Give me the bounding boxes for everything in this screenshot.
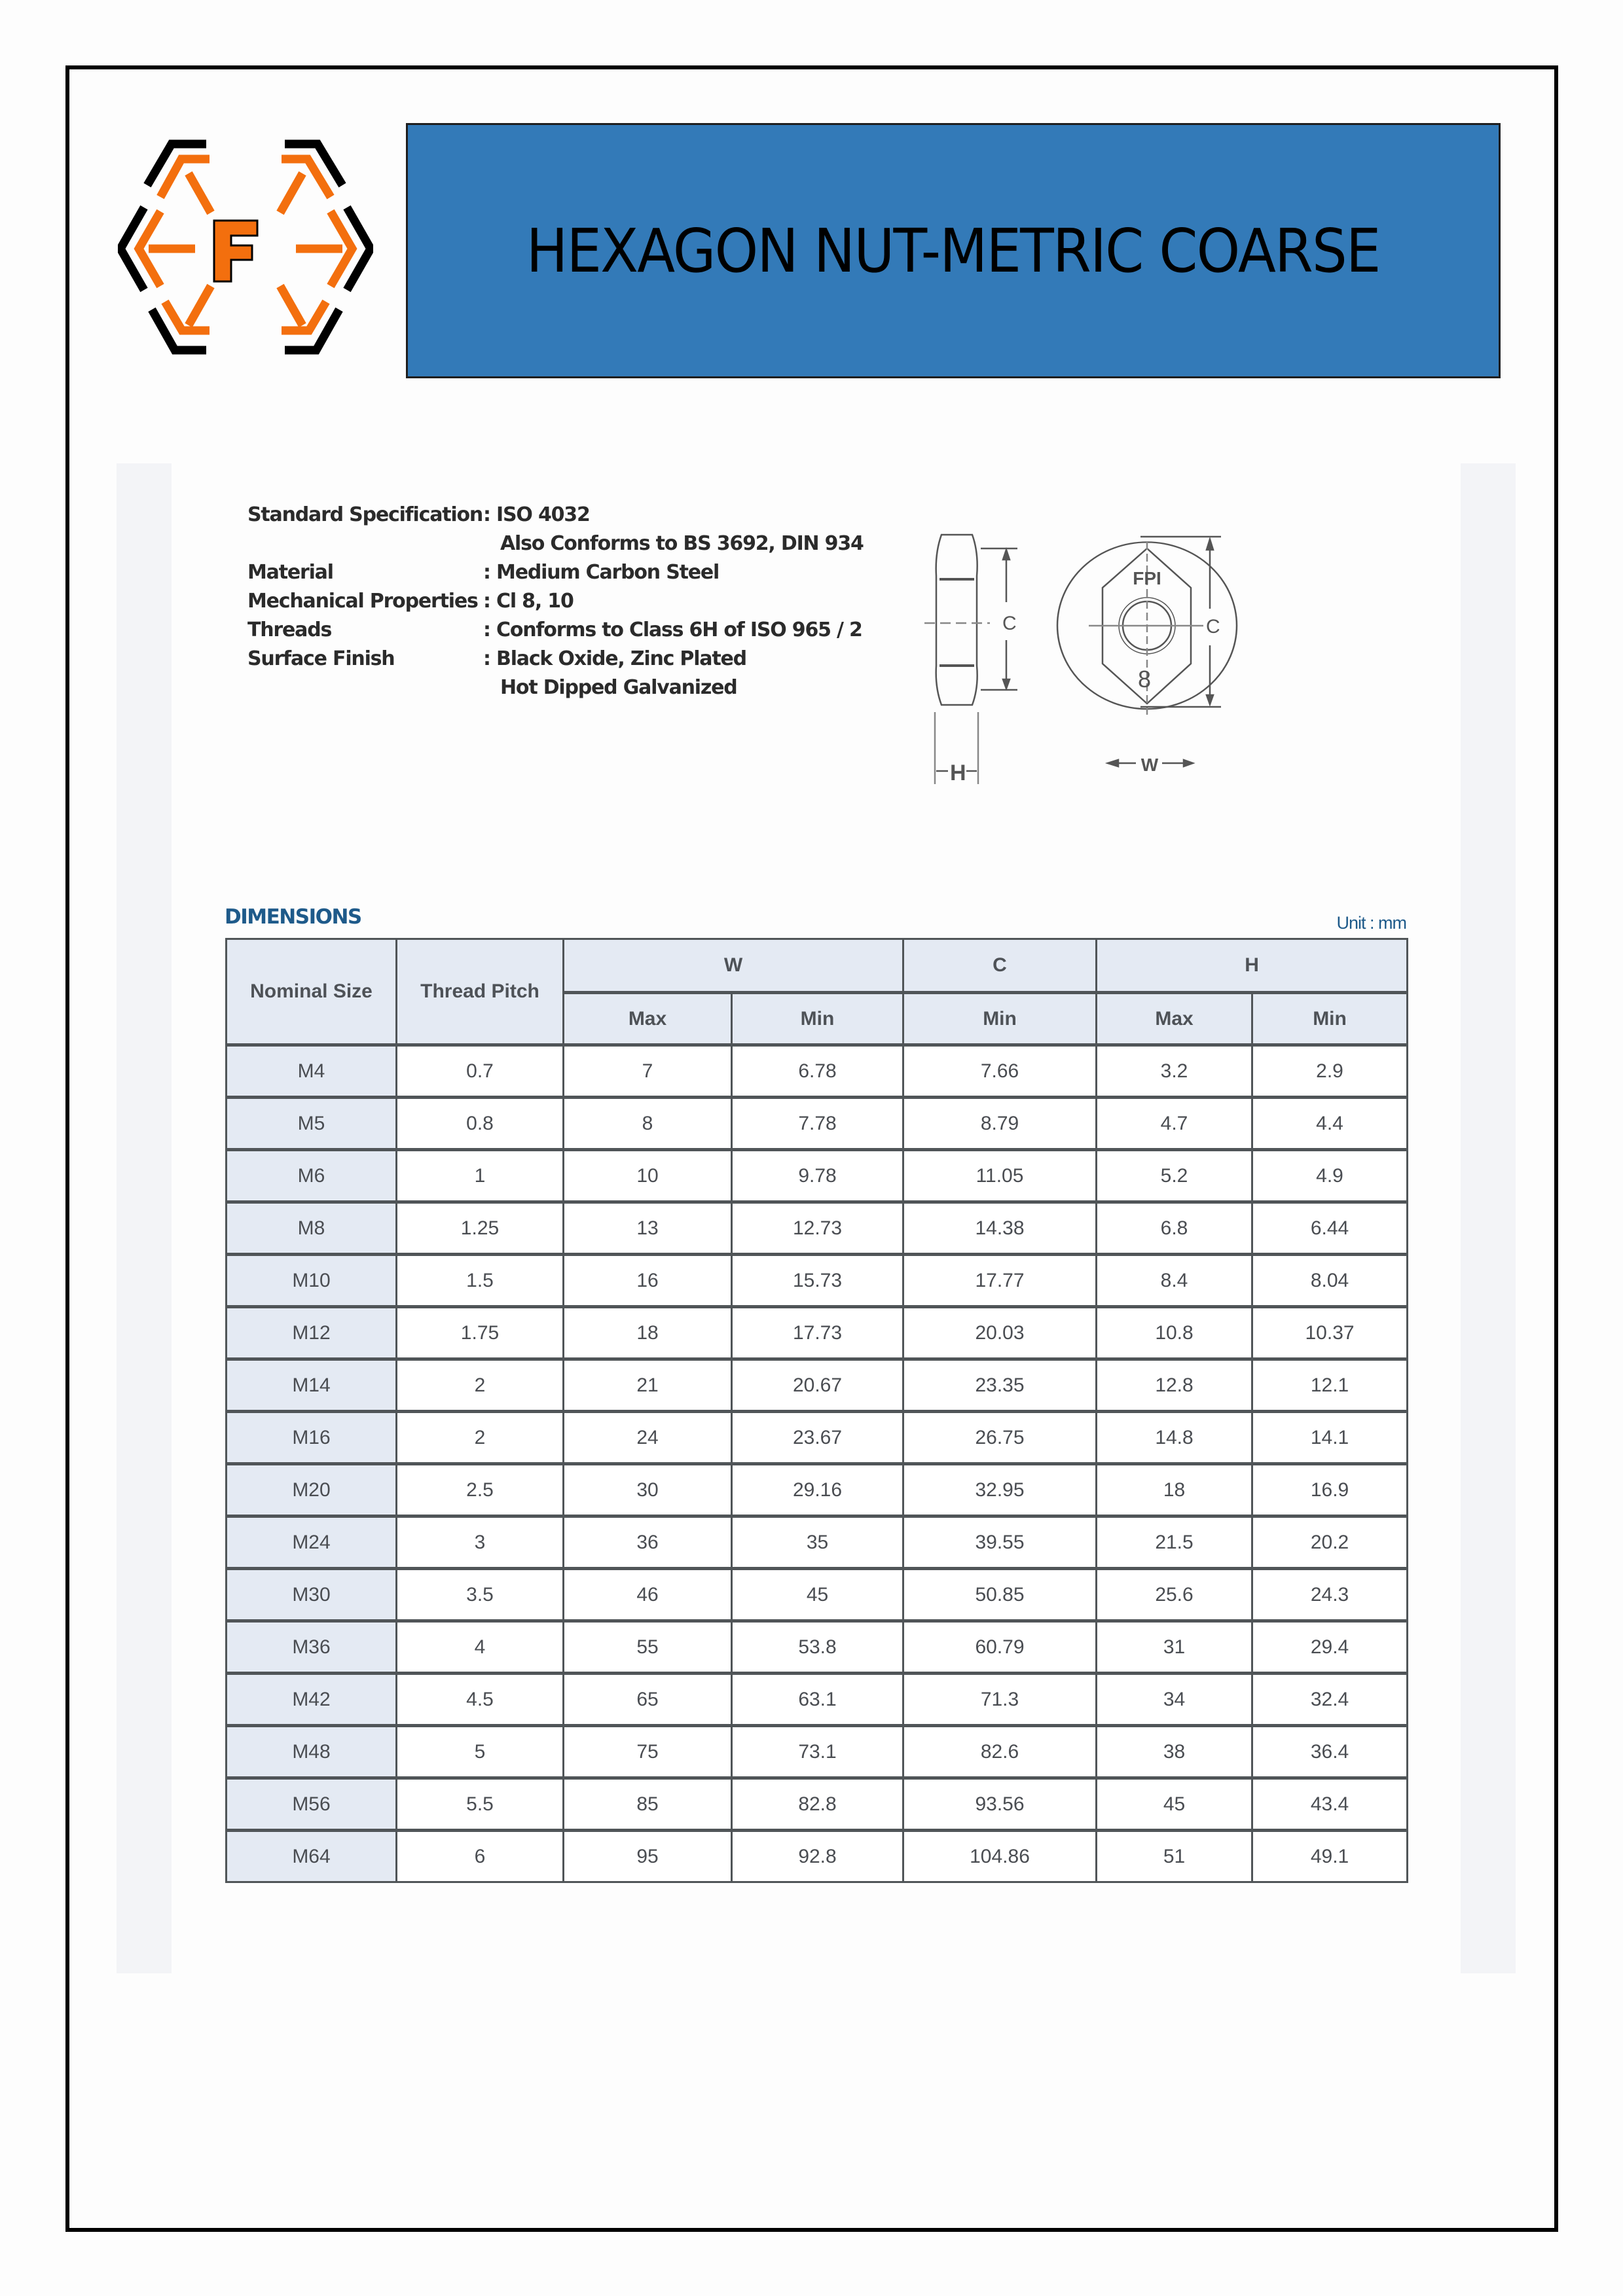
table-row xyxy=(227,1307,1408,1359)
cell-w-min: 29.16 xyxy=(732,1464,903,1516)
table-row xyxy=(227,1831,1408,1882)
cell-w-min: 23.67 xyxy=(732,1412,903,1464)
top-view-marking-bottom: 8 xyxy=(1137,666,1152,692)
cell-c-min: 82.6 xyxy=(903,1726,1097,1778)
table-row xyxy=(227,1516,1408,1569)
spec-label: Material xyxy=(247,561,333,584)
cell-nominal-size: M12 xyxy=(227,1307,397,1359)
cell-nominal-size: M36 xyxy=(227,1621,397,1674)
side-view-drawing xyxy=(924,535,1017,784)
cell-c-min: 23.35 xyxy=(903,1359,1097,1412)
table-row xyxy=(227,1726,1408,1778)
spec-value: : Medium Carbon Steel xyxy=(483,561,720,584)
cell-w-min: 12.73 xyxy=(732,1202,903,1255)
cell-h-min: 43.4 xyxy=(1252,1778,1408,1831)
cell-nominal-size: M20 xyxy=(227,1464,397,1516)
spec-label: Mechanical Properties xyxy=(247,590,478,613)
table-row xyxy=(227,1150,1408,1202)
cell-w-min: 53.8 xyxy=(732,1621,903,1674)
cell-h-max: 6.8 xyxy=(1097,1202,1252,1255)
title-banner xyxy=(406,123,1501,378)
cell-w-min: 63.1 xyxy=(732,1674,903,1726)
table-row xyxy=(227,1045,1408,1098)
cell-w-max: 46 xyxy=(564,1569,732,1621)
cell-c-min: 104.86 xyxy=(903,1831,1097,1882)
cell-w-max: 16 xyxy=(564,1255,732,1307)
top-view-w-label: W xyxy=(1140,755,1159,775)
cell-thread-pitch: 1 xyxy=(397,1150,564,1202)
table-row xyxy=(227,1621,1408,1674)
cell-w-min: 92.8 xyxy=(732,1831,903,1882)
cell-h-min: 4.4 xyxy=(1252,1098,1408,1150)
top-view-c-label: C xyxy=(1206,616,1220,637)
cell-nominal-size: M16 xyxy=(227,1412,397,1464)
cell-thread-pitch: 4 xyxy=(397,1621,564,1674)
header-nominal-size: Nominal Size xyxy=(227,939,397,1045)
cell-h-min: 16.9 xyxy=(1252,1464,1408,1516)
cell-c-min: 20.03 xyxy=(903,1307,1097,1359)
cell-c-min: 17.77 xyxy=(903,1255,1097,1307)
cell-thread-pitch: 4.5 xyxy=(397,1674,564,1726)
cell-w-max: 13 xyxy=(564,1202,732,1255)
cell-h-max: 34 xyxy=(1097,1674,1252,1726)
spec-row-standard xyxy=(247,501,864,529)
cell-h-min: 8.04 xyxy=(1252,1255,1408,1307)
header-h-min: Min xyxy=(1252,993,1408,1045)
cell-h-max: 51 xyxy=(1097,1831,1252,1882)
cell-thread-pitch: 1.75 xyxy=(397,1307,564,1359)
cell-nominal-size: M8 xyxy=(227,1202,397,1255)
side-strip-right xyxy=(1461,463,1516,1973)
cell-w-min: 35 xyxy=(732,1516,903,1569)
cell-w-min: 20.67 xyxy=(732,1359,903,1412)
cell-h-max: 4.7 xyxy=(1097,1098,1252,1150)
cell-w-min: 15.73 xyxy=(732,1255,903,1307)
cell-h-min: 20.2 xyxy=(1252,1516,1408,1569)
cell-nominal-size: M56 xyxy=(227,1778,397,1831)
table-row xyxy=(227,1674,1408,1726)
unit-label: Unit : mm xyxy=(1336,913,1406,933)
cell-c-min: 93.56 xyxy=(903,1778,1097,1831)
cell-thread-pitch: 2 xyxy=(397,1412,564,1464)
table-row xyxy=(227,1202,1408,1255)
cell-nominal-size: M64 xyxy=(227,1831,397,1882)
cell-h-min: 2.9 xyxy=(1252,1045,1408,1098)
nut-technical-drawing xyxy=(903,511,1427,798)
cell-nominal-size: M6 xyxy=(227,1150,397,1202)
header-w-min: Min xyxy=(732,993,903,1045)
table-row xyxy=(227,1098,1408,1150)
cell-w-min: 9.78 xyxy=(732,1150,903,1202)
cell-nominal-size: M14 xyxy=(227,1359,397,1412)
cell-c-min: 32.95 xyxy=(903,1464,1097,1516)
header-w-max: Max xyxy=(564,993,732,1045)
table-row xyxy=(227,1359,1408,1412)
cell-w-max: 65 xyxy=(564,1674,732,1726)
side-view-c-label: C xyxy=(1002,613,1017,634)
cell-c-min: 11.05 xyxy=(903,1150,1097,1202)
cell-h-min: 29.4 xyxy=(1252,1621,1408,1674)
cell-h-max: 10.8 xyxy=(1097,1307,1252,1359)
cell-thread-pitch: 2.5 xyxy=(397,1464,564,1516)
cell-w-min: 6.78 xyxy=(732,1045,903,1098)
cell-w-max: 55 xyxy=(564,1621,732,1674)
cell-thread-pitch: 5.5 xyxy=(397,1778,564,1831)
header-h: H xyxy=(1097,939,1408,993)
spec-value: : Conforms to Class 6H of ISO 965 / 2 xyxy=(483,619,862,641)
header-thread-pitch: Thread Pitch xyxy=(397,939,564,1045)
cell-h-max: 18 xyxy=(1097,1464,1252,1516)
cell-c-min: 50.85 xyxy=(903,1569,1097,1621)
table-header-row xyxy=(227,939,1408,993)
cell-h-max: 31 xyxy=(1097,1621,1252,1674)
cell-nominal-size: M42 xyxy=(227,1674,397,1726)
table-row xyxy=(227,1255,1408,1307)
cell-c-min: 8.79 xyxy=(903,1098,1097,1150)
company-logo xyxy=(118,134,373,360)
cell-nominal-size: M30 xyxy=(227,1569,397,1621)
spec-continuation: Hot Dipped Galvanized xyxy=(500,676,737,699)
header-c: C xyxy=(903,939,1097,993)
cell-h-min: 32.4 xyxy=(1252,1674,1408,1726)
cell-w-max: 30 xyxy=(564,1464,732,1516)
cell-thread-pitch: 5 xyxy=(397,1726,564,1778)
top-view-marking-top: FPI xyxy=(1133,568,1161,588)
cell-w-min: 17.73 xyxy=(732,1307,903,1359)
cell-w-min: 7.78 xyxy=(732,1098,903,1150)
cell-thread-pitch: 3.5 xyxy=(397,1569,564,1621)
cell-h-min: 14.1 xyxy=(1252,1412,1408,1464)
cell-nominal-size: M24 xyxy=(227,1516,397,1569)
specifications-block xyxy=(247,501,864,702)
spec-value: : ISO 4032 xyxy=(483,503,590,526)
cell-thread-pitch: 3 xyxy=(397,1516,564,1569)
spec-row-mechanical xyxy=(247,587,864,616)
cell-w-max: 21 xyxy=(564,1359,732,1412)
cell-w-min: 73.1 xyxy=(732,1726,903,1778)
table-body xyxy=(227,1045,1408,1882)
cell-nominal-size: M4 xyxy=(227,1045,397,1098)
cell-h-min: 12.1 xyxy=(1252,1359,1408,1412)
cell-w-max: 8 xyxy=(564,1098,732,1150)
table-row xyxy=(227,1569,1408,1621)
cell-w-max: 10 xyxy=(564,1150,732,1202)
cell-h-max: 5.2 xyxy=(1097,1150,1252,1202)
cell-w-min: 45 xyxy=(732,1569,903,1621)
cell-w-max: 24 xyxy=(564,1412,732,1464)
logo-letter-icon xyxy=(214,221,257,281)
page-title: HEXAGON NUT-METRIC COARSE xyxy=(526,215,1380,286)
table-row xyxy=(227,1464,1408,1516)
side-strip-left xyxy=(117,463,172,1973)
spec-row-surface xyxy=(247,645,864,673)
cell-c-min: 14.38 xyxy=(903,1202,1097,1255)
spec-value: : Black Oxide, Zinc Plated xyxy=(483,647,746,670)
cell-h-max: 8.4 xyxy=(1097,1255,1252,1307)
cell-h-min: 10.37 xyxy=(1252,1307,1408,1359)
cell-c-min: 71.3 xyxy=(903,1674,1097,1726)
cell-h-max: 25.6 xyxy=(1097,1569,1252,1621)
cell-h-min: 4.9 xyxy=(1252,1150,1408,1202)
cell-thread-pitch: 2 xyxy=(397,1359,564,1412)
cell-h-min: 49.1 xyxy=(1252,1831,1408,1882)
cell-h-min: 24.3 xyxy=(1252,1569,1408,1621)
cell-h-max: 3.2 xyxy=(1097,1045,1252,1098)
cell-nominal-size: M10 xyxy=(227,1255,397,1307)
cell-h-max: 38 xyxy=(1097,1726,1252,1778)
spec-continuation: Also Conforms to BS 3692, DIN 934 xyxy=(500,532,864,555)
cell-thread-pitch: 1.25 xyxy=(397,1202,564,1255)
cell-c-min: 26.75 xyxy=(903,1412,1097,1464)
cell-thread-pitch: 0.7 xyxy=(397,1045,564,1098)
cell-w-max: 85 xyxy=(564,1778,732,1831)
spec-row-material xyxy=(247,558,864,587)
dimensions-title: DIMENSIONS xyxy=(225,905,361,929)
cell-thread-pitch: 6 xyxy=(397,1831,564,1882)
cell-w-min: 82.8 xyxy=(732,1778,903,1831)
header-w: W xyxy=(564,939,903,993)
cell-nominal-size: M48 xyxy=(227,1726,397,1778)
header-h-max: Max xyxy=(1097,993,1252,1045)
cell-c-min: 7.66 xyxy=(903,1045,1097,1098)
cell-nominal-size: M5 xyxy=(227,1098,397,1150)
spec-row-threads xyxy=(247,616,864,645)
table-row xyxy=(227,1778,1408,1831)
cell-w-max: 7 xyxy=(564,1045,732,1098)
cell-h-max: 14.8 xyxy=(1097,1412,1252,1464)
cell-w-max: 75 xyxy=(564,1726,732,1778)
cell-w-max: 36 xyxy=(564,1516,732,1569)
dimensions-table xyxy=(225,938,1408,1883)
table-row xyxy=(227,1412,1408,1464)
spec-label: Standard Specification xyxy=(247,503,483,526)
cell-c-min: 39.55 xyxy=(903,1516,1097,1569)
header-c-min: Min xyxy=(903,993,1097,1045)
side-view-h-label: H xyxy=(950,761,966,785)
cell-h-min: 6.44 xyxy=(1252,1202,1408,1255)
spec-label: Surface Finish xyxy=(247,647,395,670)
cell-thread-pitch: 0.8 xyxy=(397,1098,564,1150)
cell-c-min: 60.79 xyxy=(903,1621,1097,1674)
cell-w-max: 95 xyxy=(564,1831,732,1882)
cell-h-max: 12.8 xyxy=(1097,1359,1252,1412)
cell-h-max: 21.5 xyxy=(1097,1516,1252,1569)
spec-label: Threads xyxy=(247,619,332,641)
spec-value: : Cl 8, 10 xyxy=(483,590,574,613)
cell-h-max: 45 xyxy=(1097,1778,1252,1831)
cell-w-max: 18 xyxy=(564,1307,732,1359)
cell-h-min: 36.4 xyxy=(1252,1726,1408,1778)
cell-thread-pitch: 1.5 xyxy=(397,1255,564,1307)
